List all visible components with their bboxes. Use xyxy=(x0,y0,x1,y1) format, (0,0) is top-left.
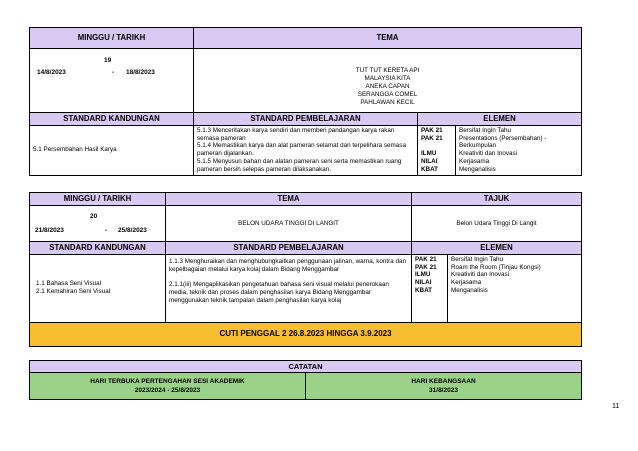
elemen-header: ELEMEN xyxy=(418,113,582,126)
week-date-cell xyxy=(30,206,166,242)
topic-header: TAJUK xyxy=(412,193,582,206)
date-to: 25/8/2023 xyxy=(118,227,147,234)
open-day-note xyxy=(30,373,306,400)
date-from: 21/8/2023 xyxy=(35,227,64,234)
standard-kandungan-header: STANDARD KANDUNGAN xyxy=(30,242,166,255)
week-20-table xyxy=(29,192,582,347)
week-number: 19 xyxy=(104,57,112,64)
national-day-title: HARI KEBANGSAAN xyxy=(411,377,476,385)
theme-cell: BELON UDARA TINGGI DI LANGIT xyxy=(166,206,412,242)
week-date-cell xyxy=(30,49,194,113)
standard-kandungan-header: STANDARD KANDUNGAN xyxy=(30,113,194,126)
open-day-date: 2023/2024 - 25/8/2023 xyxy=(134,387,201,395)
standard-kandungan-cell: 1.1 Bahasa Seni Visual 2.1 Kemahiran Seni Visual xyxy=(30,254,166,322)
standard-pembelajaran-header: STANDARD PEMBELAJARAN xyxy=(166,242,412,255)
open-day-title: HARI TERBUKA PERTENGAHAN SESI AKADEMIK xyxy=(90,377,245,385)
notes-table xyxy=(29,360,582,400)
topic-cell: Belon Udara Tinggi Di Langit xyxy=(412,206,582,242)
date-from: 14/8/2023 xyxy=(37,69,66,76)
week-date-header: MINGGU / TARIKH xyxy=(30,28,194,49)
notes-header: CATATAN xyxy=(30,361,582,373)
elemen-codes-cell: PAK 21 PAK 21 ILMU NILAI KBAT xyxy=(412,254,448,322)
elemen-desc-cell: Bersifat Ingin Tahu Presentations (Persembahan) - Berkumpulan Kreativiti dan Inovasi Kerjasama Menganalisis xyxy=(456,125,582,175)
standard-pembelajaran-header: STANDARD PEMBELAJARAN xyxy=(194,113,418,126)
national-day-date: 31/8/2023 xyxy=(429,387,458,395)
theme-header: TEMA xyxy=(194,28,582,49)
standard-kandungan-cell: 5.1 Persembahan Hasil Karya xyxy=(30,125,194,175)
elemen-desc-cell: Bersifat Ingin Tahu Roam the Room (Tinjau Kongsi) Kreativiti dan Inovasi Kerjasama Menganalisis xyxy=(448,254,582,322)
week-number: 20 xyxy=(90,213,98,220)
elemen-codes-cell: PAK 21 PAK 21 ILMU NILAI KBAT xyxy=(418,125,456,175)
school-holiday-banner: CUTI PENGGAL 2 26.8.2023 HINGGA 3.9.2023 xyxy=(30,322,582,346)
date-dash: - xyxy=(112,69,115,76)
standard-pembelajaran-cell: 1.1.3 Menghuraikan dan menghubungkaitkan penggunaan jalinan, warna, kontra dan kepelbagaian melalui karya kolaj dalam Bidang Menggambar 2.1.1(iii) Mengaplikasikan pengetahuan bahasa seni visual melalui penerokaan media, teknik dan proses dalam penghasilan karya Bidang Menggambar menggunakan teknik tampalan dalam penghasilan karya kolaj xyxy=(166,254,412,322)
date-dash: - xyxy=(105,227,108,234)
theme-list: TUT TUT KERETA API MALAYSIA KITA ANEKA CAPAN SERANGGA COMEL PAHLAWAN KECIL xyxy=(194,49,582,113)
national-day-note xyxy=(306,373,582,400)
week-19-table xyxy=(29,27,582,176)
page-number: 11 xyxy=(612,403,620,410)
standard-pembelajaran-cell: 5.1.3 Menceritakan karya sendiri dan memberi pandangan karya rakan semasa pameran 5.1.4 Memastikan karya dan alat pameran selamat dan terpelihara semasa pameran dijalankan. 5.1.5 Menyusun bahan dan alatan pameran seni serta memastikan ruang pameran bersih selepas pameran dilaksanakan. xyxy=(194,125,418,175)
theme-header: TEMA xyxy=(166,193,412,206)
date-to: 18/8/2023 xyxy=(126,69,155,76)
elemen-header: ELEMEN xyxy=(412,242,582,255)
week-date-header: MINGGU / TARIKH xyxy=(30,193,166,206)
